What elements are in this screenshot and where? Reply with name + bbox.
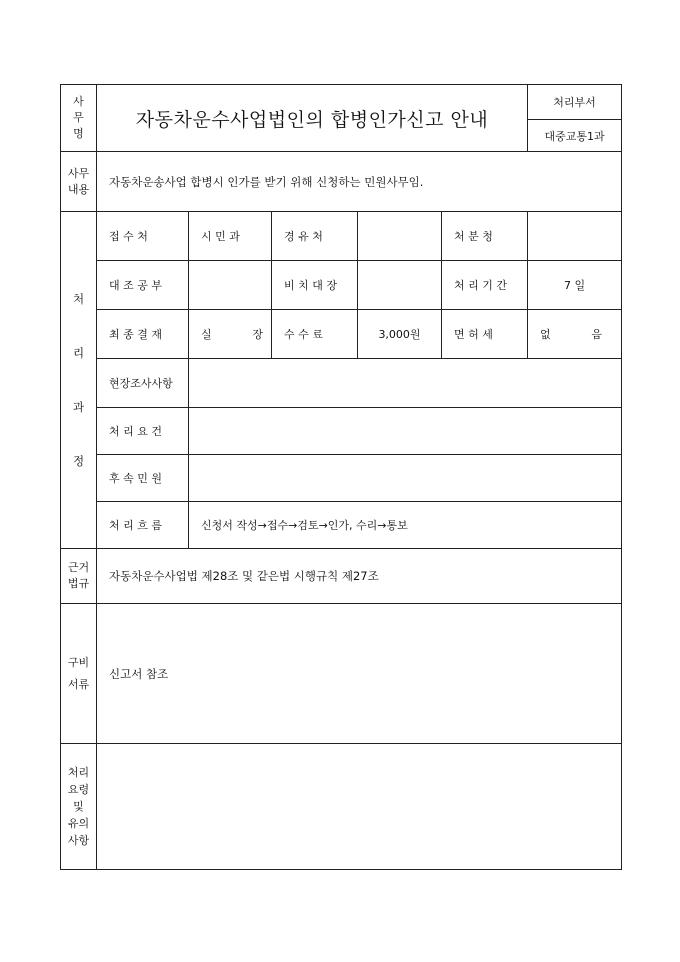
docs-label: 구비 서류 [61,604,97,744]
approval-value: 실 장 [189,310,272,359]
followup-value [189,455,622,502]
content-label: 사무 내용 [61,152,97,212]
law-text: 자동차운수사업법 제28조 및 같은법 시행규칙 제27조 [97,549,622,604]
inspection-label: 현장조사사항 [97,359,189,408]
notes-text [97,744,622,870]
dept-label: 처리부서 [528,85,622,120]
authority-label: 처 분 청 [442,212,528,261]
via-label: 경 유 처 [272,212,358,261]
via-value [358,212,442,261]
content-text: 자동차운송사업 합병시 인가를 받기 위해 신청하는 민원사무임. [97,152,622,212]
receive-label: 접 수 처 [97,212,189,261]
fee-label: 수 수 료 [272,310,358,359]
process-label: 처 리 과 정 [61,212,97,549]
license-tax-label: 면 허 세 [442,310,528,359]
authority-value [528,212,622,261]
dept-value: 대중교통1과 [528,120,622,152]
register-label: 비 치 대 장 [272,261,358,310]
receive-value: 시 민 과 [189,212,272,261]
requirements-label: 처 리 요 건 [97,408,189,455]
approval-label: 최 종 결 재 [97,310,189,359]
header-label: 사 무 명 [61,85,97,152]
period-label: 처 리 기 간 [442,261,528,310]
ledger-label: 대 조 공 부 [97,261,189,310]
requirements-value [189,408,622,455]
page-title: 자동차운수사업법인의 합병인가신고 안내 [97,85,528,152]
notes-label: 처리 요령 및 유의 사항 [61,744,97,870]
followup-label: 후 속 민 원 [97,455,189,502]
period-value: 7 일 [528,261,622,310]
register-value [358,261,442,310]
docs-text: 신고서 참조 [97,604,622,744]
ledger-value [189,261,272,310]
flow-value: 신청서 작성→접수→검토→인가, 수리→통보 [189,502,622,549]
license-tax-value: 없 음 [528,310,622,359]
law-label: 근거 법규 [61,549,97,604]
fee-value: 3,000원 [358,310,442,359]
inspection-value [189,359,622,408]
guide-table [60,84,622,870]
flow-label: 처 리 흐 름 [97,502,189,549]
